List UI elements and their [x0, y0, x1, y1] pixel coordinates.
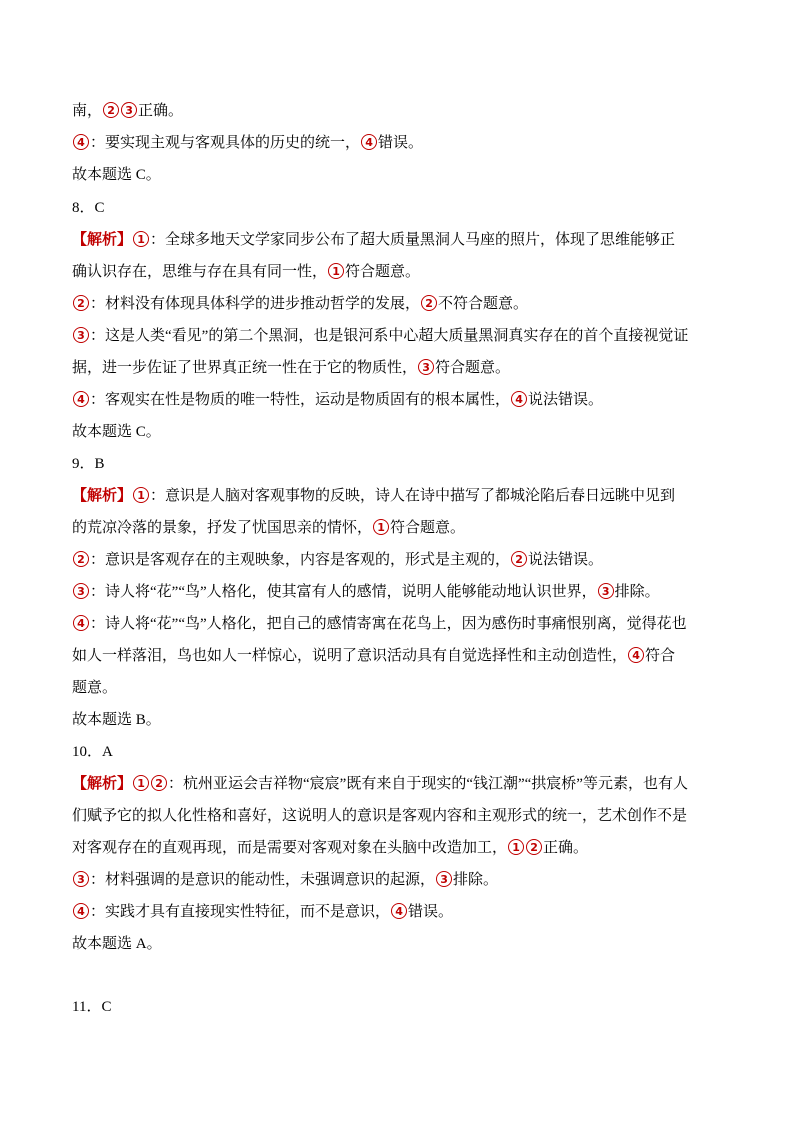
text-segment: ：诗人将“花”“鸟”人格化，使其富有人的感情，说明人能够能动地认识世界，: [90, 584, 597, 600]
text-segment: 错误。: [378, 135, 424, 151]
circled-option-number: 4: [73, 134, 89, 150]
text-line: [72, 100, 732, 121]
text-segment: ：诗人将“花”“鸟”人格化，把自己的感情寄寓在花鸟上，因为感伤时事痛恨别离，觉得花也: [90, 616, 687, 632]
analysis-tag: 【解析】: [72, 486, 133, 504]
analysis-tag: 【解析】: [72, 774, 133, 792]
circled-option-number: 4: [391, 903, 407, 919]
text-segment: 们赋予它的拟人化性格和喜好，这说明人的意识是客观内容和主观形式的统一，艺术创作不是: [72, 808, 688, 824]
text-line: [72, 229, 732, 250]
circled-option-number: 1: [328, 263, 344, 279]
circled-option-number: 1: [133, 775, 149, 791]
circled-option-number: 3: [598, 583, 614, 599]
text-line: [72, 357, 732, 378]
circled-option-number: 3: [436, 871, 452, 887]
text-segment: ：杭州亚运会吉祥物“宸宸”既有来自于现实的“钱江潮”“拱宸桥”等元素，也有人: [168, 776, 688, 792]
text-segment: 正确。: [543, 840, 589, 856]
circled-option-number: 4: [73, 615, 89, 631]
circled-option-number: 4: [511, 391, 527, 407]
circled-option-number: 1: [133, 487, 149, 503]
circled-option-number: 2: [151, 775, 167, 791]
text-line: [72, 709, 732, 730]
text-line: [72, 741, 732, 762]
text-segment: 符合题意。: [390, 520, 466, 536]
text-segment: ：意识是人脑对客观事物的反映，诗人在诗中描写了都城沦陷后春日远眺中见到: [150, 488, 676, 504]
text-segment: 符合: [645, 648, 676, 664]
circled-option-number: 2: [511, 551, 527, 567]
circled-option-number: 4: [73, 903, 89, 919]
text-segment: 正确。: [138, 103, 184, 119]
text-segment: 题意。: [72, 680, 118, 696]
text-line: [72, 837, 732, 858]
text-segment: 排除。: [453, 872, 499, 888]
text-segment: ：这是人类“看见”的第二个黑洞，也是银河系中心超大质量黑洞真实存在的首个直接视觉证: [90, 328, 689, 344]
text-line: [72, 645, 732, 666]
circled-option-number: 4: [73, 391, 89, 407]
text-line: [72, 549, 732, 570]
text-segment: 10．A: [72, 744, 113, 760]
text-line: [72, 581, 732, 602]
circled-option-number: 4: [628, 647, 644, 663]
text-line: [72, 677, 732, 698]
circled-option-number: 1: [508, 839, 524, 855]
text-line: [72, 261, 732, 282]
text-segment: 9．B: [72, 456, 105, 472]
circled-option-number: 3: [418, 359, 434, 375]
circled-option-number: 2: [73, 551, 89, 567]
text-line: [72, 805, 732, 826]
text-segment: 故本题选 A。: [72, 936, 162, 952]
circled-option-number: 2: [103, 102, 119, 118]
text-segment: 确认识存在，思维与存在具有同一性，: [72, 264, 328, 280]
circled-option-number: 1: [373, 519, 389, 535]
text-segment: ：要实现主观与客观具体的历史的统一，: [90, 135, 361, 151]
circled-option-number: 2: [73, 295, 89, 311]
circled-option-number: 1: [133, 231, 149, 247]
text-line: [72, 869, 732, 890]
text-segment: 说法错误。: [528, 552, 604, 568]
text-segment: 11．C: [72, 999, 112, 1015]
text-line: [72, 132, 732, 153]
text-segment: 说法错误。: [528, 392, 604, 408]
text-segment: 故本题选 B。: [72, 712, 161, 728]
circled-option-number: 2: [526, 839, 542, 855]
text-segment: 据，进一步佐证了世界真正统一性在于它的物质性，: [72, 360, 418, 376]
text-line: [72, 325, 732, 346]
text-line: [72, 613, 732, 634]
circled-option-number: 3: [73, 327, 89, 343]
text-line: [72, 164, 732, 185]
text-line: [72, 773, 732, 794]
circled-option-number: 4: [361, 134, 377, 150]
text-line: [72, 901, 732, 922]
circled-option-number: 3: [121, 102, 137, 118]
text-line: [72, 421, 732, 442]
text-line: [72, 197, 732, 218]
text-segment: ：意识是客观存在的主观映象，内容是客观的，形式是主观的，: [90, 552, 511, 568]
text-segment: 故本题选 C。: [72, 167, 161, 183]
text-segment: ：客观实在性是物质的唯一特性，运动是物质固有的根本属性，: [90, 392, 511, 408]
text-segment: 排除。: [614, 584, 660, 600]
text-segment: ：全球多地天文学家同步公布了超大质量黑洞人马座的照片，体现了思维能够正: [150, 232, 676, 248]
analysis-tag: 【解析】: [72, 230, 133, 248]
text-segment: 8．C: [72, 200, 105, 216]
text-line: [72, 453, 732, 474]
text-line: [72, 389, 732, 410]
text-segment: ：材料没有体现具体科学的进步推动哲学的发展，: [90, 296, 421, 312]
text-segment: 错误。: [408, 904, 454, 920]
text-segment: 对客观存在的直观再现，而是需要对客观对象在头脑中改造加工，: [72, 840, 508, 856]
text-line: [72, 517, 732, 538]
text-segment: 故本题选 C。: [72, 424, 161, 440]
text-line: [72, 293, 732, 314]
text-segment: 符合题意。: [345, 264, 421, 280]
text-line: [72, 933, 732, 954]
circled-option-number: 3: [73, 583, 89, 599]
text-segment: 符合题意。: [435, 360, 511, 376]
text-segment: ：实践才具有直接现实性特征，而不是意识，: [90, 904, 391, 920]
text-segment: 南，: [72, 103, 103, 119]
text-segment: ：材料强调的是意识的能动性，未强调意识的起源，: [90, 872, 436, 888]
text-segment: 的荒凉冷落的景象，抒发了忧国思亲的情怀，: [72, 520, 373, 536]
circled-option-number: 2: [421, 295, 437, 311]
text-line: [72, 996, 732, 1017]
circled-option-number: 3: [73, 871, 89, 887]
text-line: [72, 485, 732, 506]
text-segment: 如人一样落泪，鸟也如人一样惊心，说明了意识活动具有自觉选择性和主动创造性，: [72, 648, 628, 664]
text-segment: 不符合题意。: [438, 296, 529, 312]
